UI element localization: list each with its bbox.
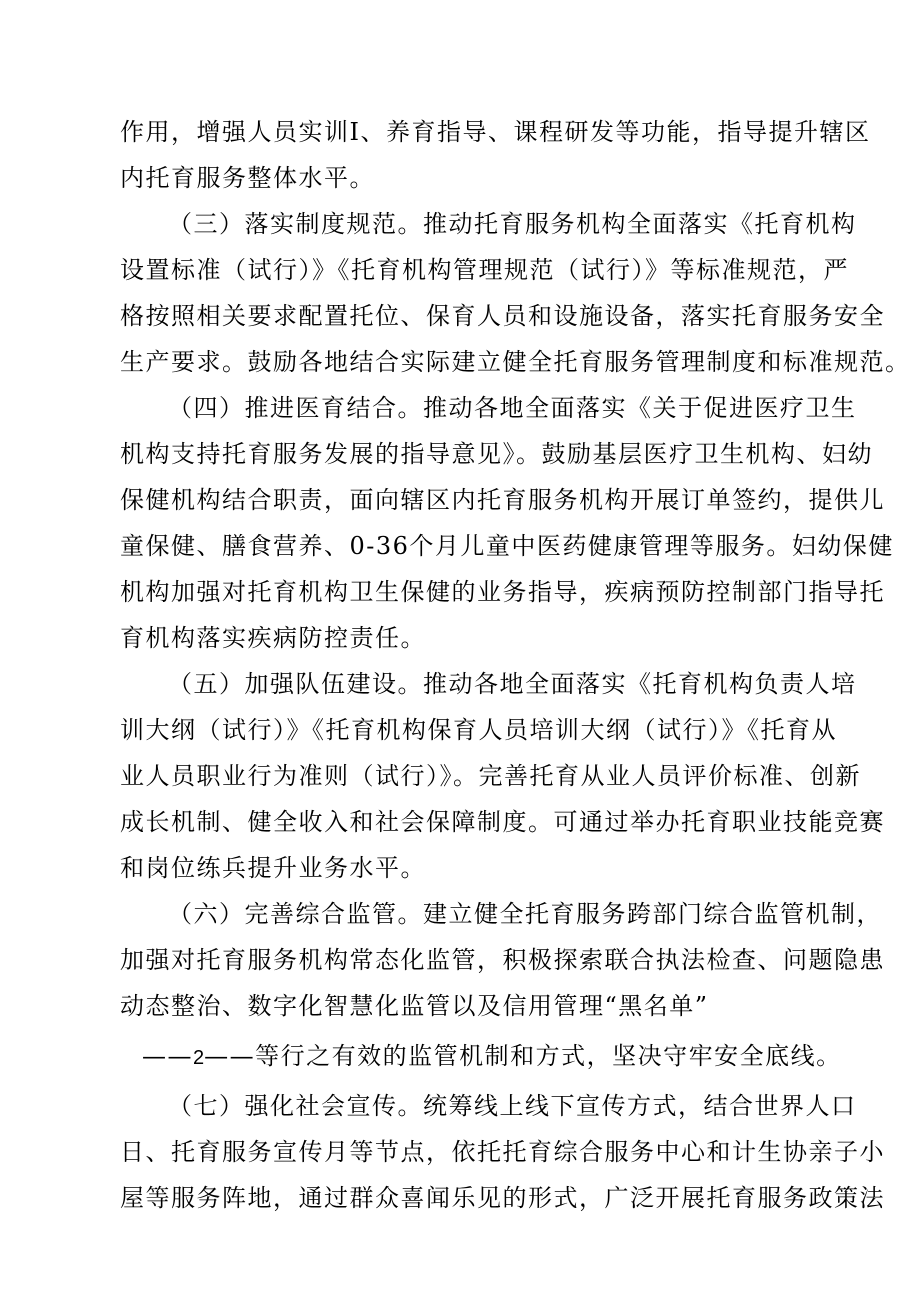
text-line: 格按照相关要求配置托位、保育人员和设施设备，落实托育服务安全 <box>120 302 885 330</box>
text-line: 设置标准（试行）》《托育机构管理规范（试行）》等标准规范，严 <box>120 256 849 284</box>
text-line: 作用，增强人员实训I、养育指导、课程研发等功能，指导提升辖区 <box>120 118 871 146</box>
continued-text: 等行之有效的监管机制和方式，坚决守牢安全底线。 <box>255 1042 842 1070</box>
text-line: 内托育服务整体水平。 <box>120 164 375 192</box>
paragraph-heading-line: （五）加强队伍建设。推动各地全面落实《托育机构负责人培 <box>168 670 857 698</box>
text-line: 加强对托育服务机构常态化监管，积极探索联合执法检查、问题隐患 <box>120 946 885 974</box>
paragraph-heading-line: （四）推进医育结合。推动各地全面落实《关于促进医疗卫生 <box>168 394 857 422</box>
text-line: 保健机构结合职责，面向辖区内托育服务机构开展订单签约，提供儿 <box>120 486 885 514</box>
text-line: 训大纲（试行）》《托育机构保育人员培训大纲（试行）》《托育从 <box>120 716 837 744</box>
paragraph-heading-line: （七）强化社会宣传。统筹线上线下宣传方式，结合世界人口 <box>168 1092 857 1120</box>
page-number: 2 <box>193 1047 205 1069</box>
text-line: 屋等服务阵地，通过群众喜闻乐见的形式，广泛开展托育服务政策法 <box>120 1184 885 1212</box>
text-line: 机构支持托育服务发展的指导意见》。鼓励基层医疗卫生机构、妇幼 <box>120 440 873 468</box>
text-line: 动态整治、数字化智慧化监管以及信用管理“黑名单” <box>120 992 709 1020</box>
text-line: 日、托育服务宣传月等节点，依托托育综合服务中心和计生协亲子小 <box>120 1138 885 1166</box>
text-line: 和岗位练兵提升业务水平。 <box>120 854 426 882</box>
paragraph-heading-line: （三）落实制度规范。推动托育服务机构全面落实《托育机构 <box>168 210 857 238</box>
text-line: 业人员职业行为准则（试行）》。完善托育从业人员评价标准、创新 <box>120 762 861 790</box>
paragraph-heading-line: （六）完善综合监管。建立健全托育服务跨部门综合监管机制， <box>168 900 882 928</box>
text-line: 育机构落实疾病防控责任。 <box>120 624 426 652</box>
text-line: 生产要求。鼓励各地结合实际建立健全托育服务管理制度和标准规范。 <box>120 348 911 376</box>
page-dash-left: —— <box>142 1042 193 1070</box>
page-dash-right: —— <box>204 1042 256 1070</box>
page-number-line <box>142 1036 842 1076</box>
text-line: 成长机制、健全收入和社会保障制度。可通过举办托育职业技能竞赛 <box>120 808 885 836</box>
text-line: 童保健、膳食营养、0-36个月儿童中医药健康管理等服务。妇幼保健 <box>120 532 894 560</box>
text-line: 机构加强对托育机构卫生保健的业务指导，疾病预防控制部门指导托 <box>120 578 885 606</box>
